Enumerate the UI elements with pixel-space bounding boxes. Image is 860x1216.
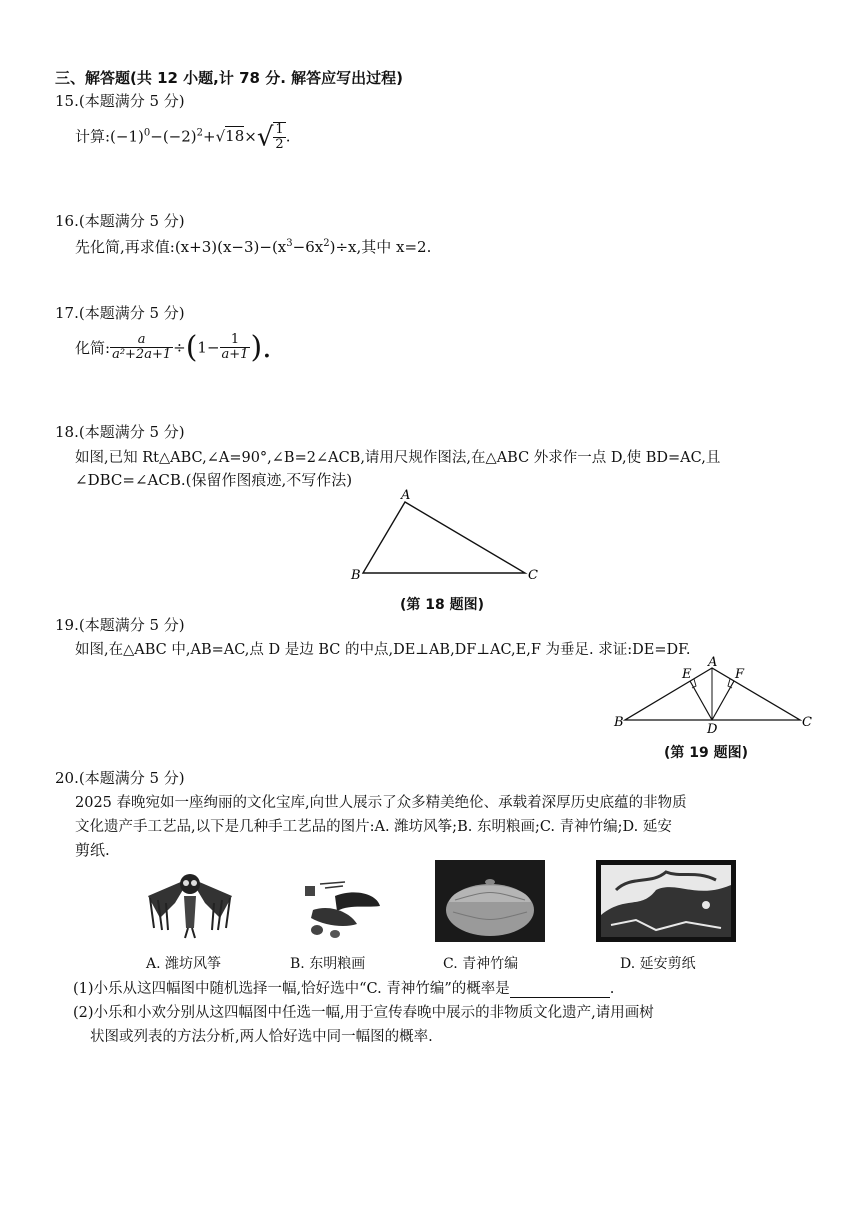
q18-line1: 如图,已知 Rt△ABC,∠A=90°,∠B=2∠ACB,请用尺规作图法,在△ABC 外求作一点 D,使 BD=AC,且 [75, 450, 721, 466]
q17-num2: 1 [220, 333, 251, 348]
caption-c: C. 青神竹编 [443, 956, 519, 972]
q19-line1: 如图,在△ABC 中,AB=AC,点 D 是边 BC 的中点,DE⊥AB,DF⊥AC,E,F 为垂足. 求证:DE=DF. [75, 642, 691, 658]
q19-header: 19.(本题满分 5 分) [55, 616, 185, 634]
q20-line1: 2025 春晚宛如一座绚丽的文化宝库,向世人展示了众多精美绝伦、承载着深厚历史底蕴的非物质 [75, 795, 687, 811]
q15-exp2: 2 [196, 127, 204, 139]
q19-label-b: B [614, 715, 624, 730]
kite-picture [140, 868, 240, 940]
q19-label-d: D [707, 722, 718, 736]
q16-header: 16.(本题满分 5 分) [55, 212, 185, 230]
q15-radical-sign: √ [256, 122, 274, 153]
q17-den1: a²+2a+1 [112, 347, 172, 362]
q19-figure-caption: (第 19 题图) [664, 745, 749, 761]
q18-label-a: A [401, 488, 411, 503]
q16-sup3: 3 [286, 238, 293, 249]
q17-paren-close: ). [250, 330, 272, 365]
q15-exp0: 0 [143, 127, 151, 139]
q15-end: . [285, 127, 291, 146]
q20-line2: 文化遗产手工艺品,以下是几种手工艺品的图片:A. 潍坊风筝;B. 东明粮画;C. 青神竹编;D. 延安 [75, 819, 672, 835]
caption-a: A. 潍坊风筝 [146, 956, 222, 972]
q18-figure-caption: (第 18 题图) [400, 597, 485, 613]
q17-expression [75, 330, 272, 365]
q20-part2-line1: (2)小乐和小欢分别从这四幅图中任选一幅,用于宣传春晚中展示的非物质文化遗产,请用画树 [73, 1005, 654, 1021]
q15-expression [75, 122, 290, 153]
q15-sqrt-frac [257, 122, 286, 153]
caption-d: D. 延安剪纸 [620, 956, 696, 972]
q17-prefix: 化简: [75, 339, 111, 357]
q19-triangle-figure [610, 656, 815, 736]
q16-text-c: )÷x,其中 x=2. [329, 238, 432, 256]
q17-div: ÷ [173, 338, 186, 357]
q18-label-b: B [351, 568, 361, 583]
q17-one-minus: 1− [197, 338, 220, 357]
q19-label-f: F [735, 667, 745, 682]
q17-fraction-1 [110, 333, 173, 363]
q20-part2-line2: 状图或列表的方法分析,两人恰好选中同一幅图的概率. [90, 1029, 433, 1045]
q20-header: 20.(本题满分 5 分) [55, 769, 185, 787]
q15-sqrt18-radicand: 18 [225, 127, 245, 146]
q15-times: × [244, 127, 257, 146]
q19-label-c: C [802, 715, 812, 730]
q18-triangle [363, 502, 525, 573]
q16-text-b: −6x [292, 238, 324, 256]
q17-num1: a [110, 333, 173, 348]
q17-paren-open: ( [185, 330, 198, 365]
q15-header: 15.(本题满分 5 分) [55, 92, 185, 110]
q17-header: 17.(本题满分 5 分) [55, 304, 185, 322]
q17-den2: a+1 [221, 347, 249, 362]
q18-line2: ∠DBC=∠ACB.(保留作图痕迹,不写作法) [75, 471, 353, 489]
q20-part1 [73, 977, 614, 998]
q16-expression [75, 236, 431, 257]
q17-fraction-2 [220, 333, 251, 363]
answer-blank[interactable] [510, 983, 610, 998]
q15-mid1: −(−2) [150, 127, 197, 146]
q20-part1-text: (1)小乐从这四幅图中随机选择一幅,恰好选中“C. 青神竹编”的概率是 [73, 981, 510, 997]
paper-cut-picture [596, 860, 736, 942]
q18-label-c: C [528, 568, 538, 583]
q19-label-a: A [708, 656, 718, 670]
q16-text-a: 先化简,再求值:(x+3)(x−3)−(x [75, 238, 287, 256]
q18-header: 18.(本题满分 5 分) [55, 423, 185, 441]
q18-triangle-figure [345, 485, 545, 585]
q19-label-e: E [682, 667, 692, 682]
q20-line3: 剪纸. [75, 841, 110, 859]
caption-b: B. 东明粮画 [290, 956, 366, 972]
q16-sup2: 2 [323, 238, 330, 249]
q20-part1-end: . [609, 981, 615, 997]
q15-prefix: 计算:(−1) [75, 127, 144, 146]
grain-painting-picture [295, 866, 385, 942]
q15-plus: + [203, 127, 216, 146]
section-title: 三、解答题(共 12 小题,计 78 分. 解答应写出过程) [55, 69, 403, 87]
q15-sqrt18: √18 [215, 127, 245, 146]
q15-num: 1 [275, 122, 284, 137]
q15-fraction [273, 122, 285, 153]
q15-den: 2 [275, 137, 284, 153]
bamboo-weaving-picture [435, 860, 545, 942]
